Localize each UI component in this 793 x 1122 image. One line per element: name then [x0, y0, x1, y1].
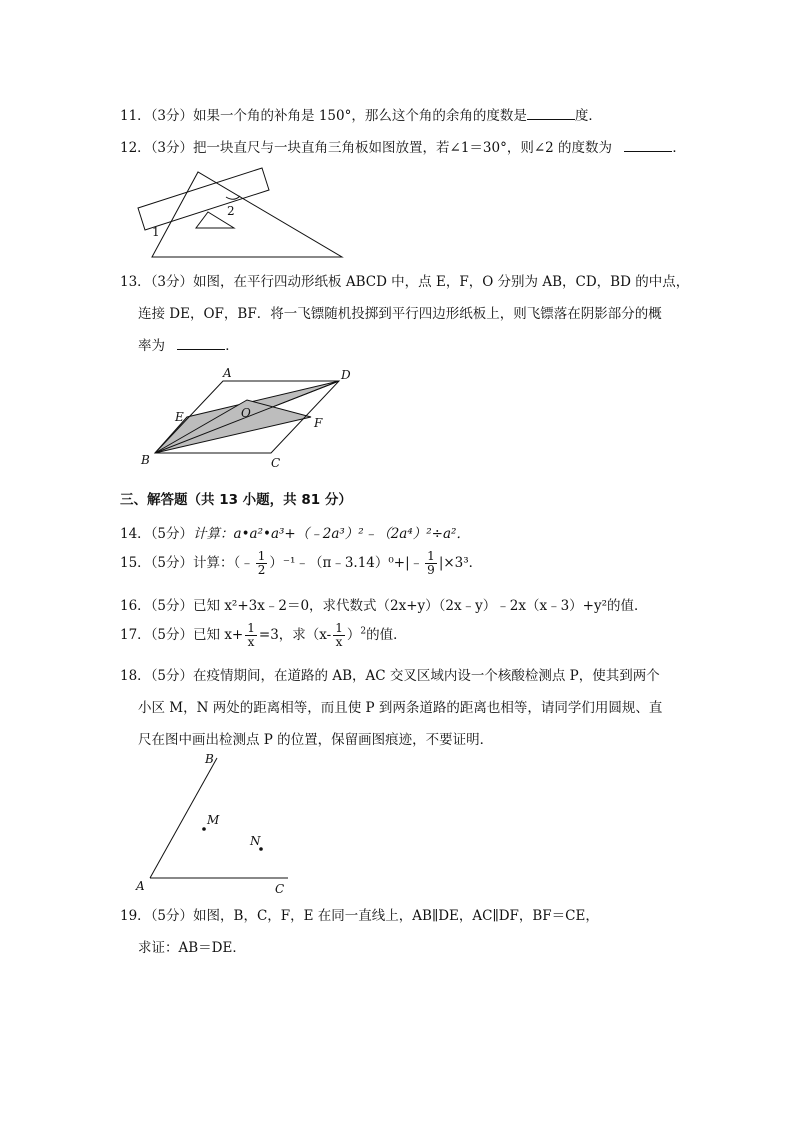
point-m: [202, 827, 206, 831]
vertex-a-label: A: [136, 879, 145, 893]
question-number: 17．: [120, 627, 151, 643]
ruler-shape: [138, 168, 269, 230]
fraction-one-half: [256, 550, 268, 577]
set-square-shape: [152, 172, 342, 257]
question-17: [120, 622, 407, 649]
question-number: 11．: [120, 108, 151, 124]
point-m-label: M: [207, 813, 220, 827]
vertex-a-label: A: [223, 366, 232, 380]
answer-blank[interactable]: [177, 348, 225, 350]
question-score: （5分）: [150, 627, 194, 643]
question-number: 12．: [120, 140, 151, 156]
fraction-numerator: 1: [257, 549, 266, 563]
question-11: [120, 104, 602, 124]
question-score: （5分）: [150, 908, 194, 924]
angle-1-label: 1: [152, 225, 160, 239]
vertex-c-label: C: [275, 882, 285, 896]
question-text-line1: 如图，B，C，F，E 在同一直线上，AB∥DE，AC∥DF，BF＝CE，: [193, 908, 599, 924]
question-13: [120, 270, 689, 290]
question-19-line2: 求证：AB＝DE．: [138, 940, 246, 956]
question-score: （5分）: [150, 526, 194, 542]
question-number: 14．: [120, 526, 151, 542]
point-o-label: O: [241, 406, 251, 420]
fraction-numerator: 1: [335, 621, 343, 635]
expression-middle: =3，求（x-: [258, 627, 332, 643]
angle-arc: [226, 196, 240, 199]
question-18-line2: 小区 M，N 两处的距离相等，而且使 P 到两条道路的距离也相等，请同学们用圆规、直: [138, 700, 663, 716]
question-number: 18．: [120, 668, 151, 684]
fraction-denominator: 2: [257, 563, 266, 577]
question-score: （5分）: [150, 598, 194, 614]
question-text-tail: 的值．: [366, 627, 407, 643]
expression-prefix: 已知 x+: [193, 627, 244, 643]
fraction-denominator: x: [247, 635, 255, 649]
question-14: [120, 522, 470, 542]
section-title: 三、解答题（共 13 小题，共 81 分）: [120, 492, 352, 508]
question-text-tail: ．: [672, 140, 686, 156]
vertex-c-label: C: [271, 456, 281, 470]
question-text: 已知 x²+3x﹣2＝0，求代数式（2x+y）（2x﹣y）﹣2x（x﹣3）+y²的值．: [193, 598, 648, 614]
answer-blank[interactable]: [527, 118, 575, 120]
answer-blank[interactable]: [624, 150, 672, 152]
question-number: 13．: [120, 274, 151, 290]
question-score: （5分）: [150, 555, 194, 571]
vertex-b-label: B: [141, 453, 150, 467]
question-score: （3分）: [150, 140, 194, 156]
question-text-line1: 如图，在平行四动形纸板 ABCD 中，点 E，F，O 分别为 AB，CD，BD 的中点，: [193, 274, 690, 290]
exponent: 2: [360, 626, 367, 637]
question-score: （3分）: [150, 274, 194, 290]
question-number: 15．: [120, 555, 151, 571]
question-score: （3分）: [150, 108, 194, 124]
fraction-numerator: 1: [427, 549, 435, 563]
question-text: 把一块直尺与一块直角三角板如图放置，若∠1＝30°，则∠2 的度数为: [193, 140, 613, 156]
point-f-label: F: [314, 416, 323, 430]
expression-close-paren: ）: [346, 627, 361, 643]
question-text-line1: 在疫情期间，在道路的 AB，AC 交叉区域内设一个核酸检测点 P，使其到两个: [193, 668, 660, 684]
question-text-tail: 度．: [574, 108, 602, 124]
question-text: 如果一个角的补角是 150°，那么这个角的余角的度数是: [193, 108, 527, 124]
question-12: [120, 136, 686, 156]
question-19: [120, 904, 599, 924]
question-15: [120, 550, 482, 577]
question-18-line3: 尺在图中画出检测点 P 的位置，保留画图痕迹，不要证明．: [138, 732, 494, 748]
vertex-d-label: D: [341, 368, 351, 382]
fraction-denominator: 9: [427, 563, 435, 577]
expression-suffix: |×3³．: [438, 555, 483, 571]
question-16: [120, 594, 648, 614]
fraction-one-over-x: [245, 622, 257, 649]
point-n-label: N: [250, 834, 261, 848]
question-13-line2: 连接 DE，OF，BF．将一飞镖随机投掷到平行四边形纸板上，则飞镖落在阴影部分的概: [138, 306, 662, 322]
expression-prefix: 计算：（﹣: [193, 555, 254, 571]
question-18: [120, 664, 660, 684]
question-text-tail: ．: [225, 338, 239, 354]
question-text: 计算：a•a²•a³+（﹣2a³）²﹣（2a⁴）²÷a²．: [193, 526, 470, 542]
question-text: 率为: [138, 338, 165, 354]
vertex-b-label: B: [205, 752, 214, 766]
fraction-one-over-x-2: [333, 622, 345, 649]
question-number: 19．: [120, 908, 151, 924]
question-number: 16．: [120, 598, 151, 614]
question-score: （5分）: [150, 668, 194, 684]
fraction-denominator: x: [335, 635, 343, 649]
figure-ruler-triangle: [130, 160, 350, 265]
figure-parallelogram: [135, 365, 365, 475]
question-13-line3: [138, 334, 239, 354]
figure-roads: [132, 750, 302, 898]
expression-middle: ）⁻¹﹣（π﹣3.14）⁰+|﹣: [269, 555, 424, 571]
fraction-one-ninth: [425, 550, 437, 577]
point-e-label: E: [175, 410, 184, 424]
angle-2-label: 2: [227, 204, 235, 218]
fraction-numerator: 1: [247, 621, 255, 635]
